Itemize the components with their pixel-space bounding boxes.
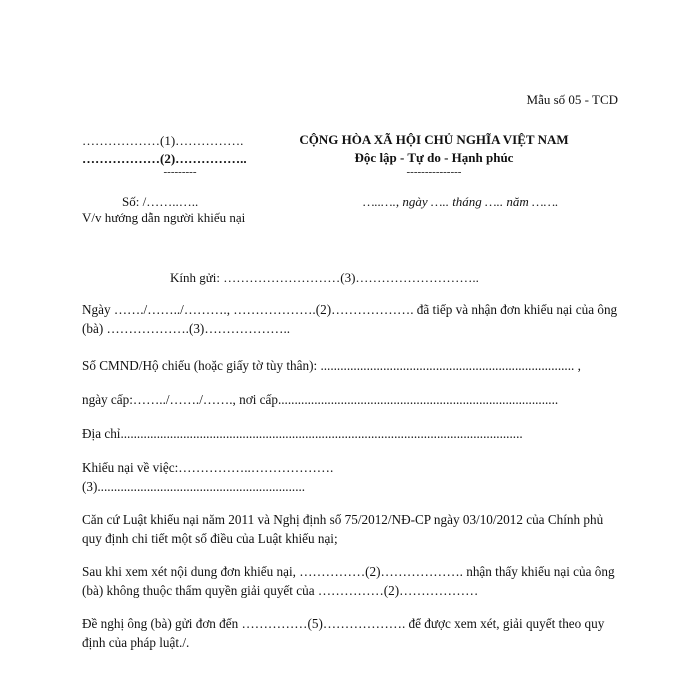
date-line: …..…., ngày ….. tháng ….. năm ……. [363,194,559,209]
paragraph-review-result: Sau khi xem xét nội dung đơn khiếu nại, ……………(2)………………. nhận thấy khiếu nại của ông (bà) không thuộc thẩm quyền giải quyết của ……………(2)……………… [82,564,615,598]
document-subject: V/v hướng dẫn người khiếu nại [82,210,246,225]
agency-name-line-2: ………………(2)…………….. [82,151,247,166]
paragraph-id-card: Số CMND/Hộ chiếu (hoặc giấy tờ tùy thân): ............................................................................. , [82,358,581,373]
agency-divider: --------- [163,166,197,178]
paragraph-complaint-subject: Khiếu nại về việc:……………..………………. [82,460,334,475]
paragraph-legal-basis: Căn cứ Luật khiếu nại năm 2011 và Nghị định số 75/2012/NĐ-CP ngày 03/10/2012 của Chính phủ quy định chi tiết một số điều của Luật khiếu nại; [82,512,604,546]
paragraph-complaint-detail: (3)............................................................... [82,479,306,494]
document-number: Số: /……..….. [122,194,199,209]
paragraph-address: Địa chỉ.......................................................................................................................... [82,426,523,441]
recipient-line: Kính gửi: ………………………(3)……………………….. [170,270,479,285]
paragraph-request: Đề nghị ông (bà) gửi đơn đến ……………(5)………………. để được xem xét, giải quyết theo quy định của pháp luật./. [82,616,605,650]
paragraph-receipt: Ngày ……./……../………., ……………….(2)………………. đã tiếp và nhận đơn khiếu nại của ông (bà) ……………….(3)……………….. [82,302,618,336]
motto-divider: --------------- [406,166,462,178]
agency-name-line-1: ………………(1)……………. [82,133,244,148]
national-name: CỘNG HÒA XÃ HỘI CHỦ NGHĨA VIỆT NAM [299,132,569,147]
national-motto: Độc lập - Tự do - Hạnh phúc [354,150,514,165]
paragraph-issue-date: ngày cấp:……../……./……., nơi cấp..................................................................................... [82,392,559,407]
form-code: Mẫu số 05 - TCD [526,92,618,107]
